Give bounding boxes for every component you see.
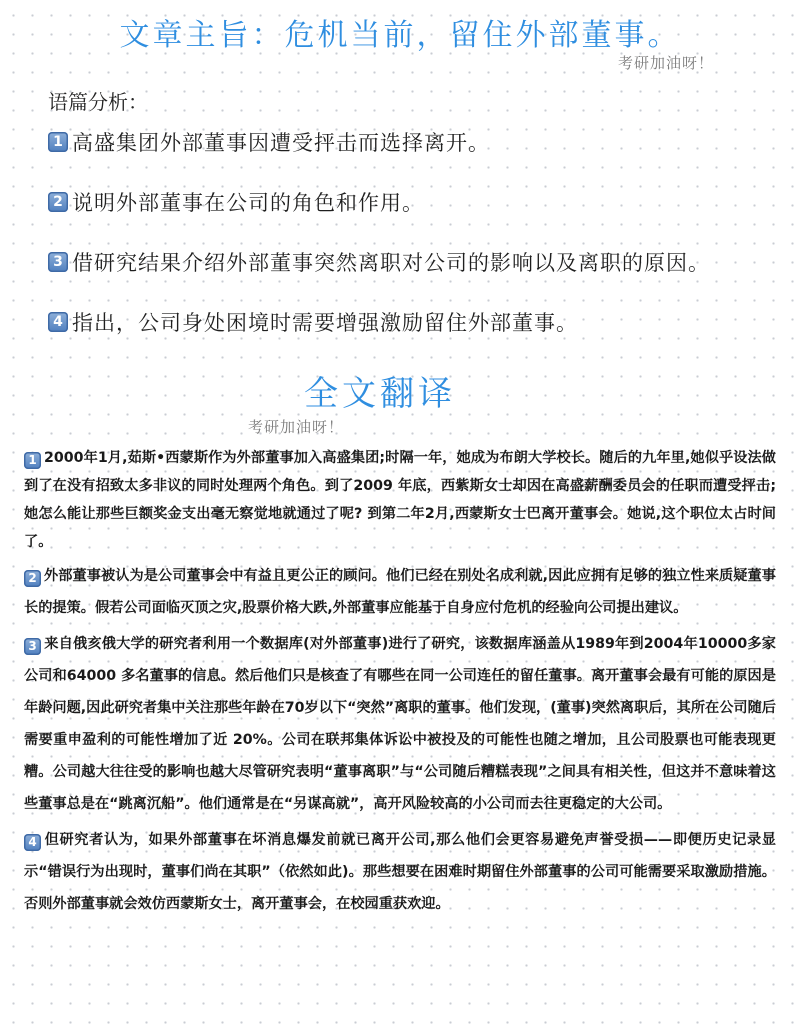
analysis-list (48, 112, 768, 352)
translation-paragraph (24, 444, 776, 556)
analysis-item-text: 高盛集团外部董事因遭受抨击而选择离开。 (72, 131, 490, 155)
page-title: 文章主旨：危机当前，留住外部董事。 (119, 18, 681, 53)
analysis-item (48, 112, 768, 172)
analysis-heading: 语篇分析： (48, 90, 148, 114)
analysis-item-text: 借研究结果介绍外部董事突然离职对公司的影响以及离职的原因。 (72, 251, 710, 275)
translation-body (24, 444, 776, 924)
number-1-icon: 1 (48, 132, 68, 152)
watermark-text: 考研加油呀！ (248, 418, 345, 436)
analysis-item (48, 292, 768, 352)
number-1-icon: 1 (24, 452, 41, 469)
paragraph-text: 2000年1月,茹斯•西蒙斯作为外部董事加入高盛集团;时隔一年，她成为布朗大学校长。随后的九年里,她似乎设法做到了在没有招致太多非议的同时处理两个角色。到了2009 年底，西紫斯女士却因在高盛薪酬委员会的任职而遭受抨击;她怎么能让那些巨额奖金支出毫无察觉地就通过了呢? 到第二年2月,西蒙斯女士巴离开董事会。她说,这个职位太占时间了。 (24, 450, 776, 550)
analysis-item-text: 说明外部董事在公司的角色和作用。 (72, 191, 424, 215)
analysis-item-text: 指出，公司身处困境时需要增强激励留住外部董事。 (72, 311, 578, 335)
number-4-icon: 4 (48, 312, 68, 332)
analysis-item (48, 232, 768, 292)
translation-paragraph (24, 824, 776, 920)
section-title: 全文翻译 (304, 374, 456, 414)
analysis-item (48, 172, 768, 232)
paragraph-text: 但研究者认为，如果外部董事在坏消息爆发前就已离开公司,那么他们会更容易避免声誉受损——即便历史记录显示“错误行为出现时，董事们尚在其职”（依然如此)。那些想要在困难时期留住外部董事的公司可能需要采取激励措施。否则外部董事就会效仿西蒙斯女士，离开董事会，在校园重获欢迎。 (24, 832, 776, 912)
number-2-icon: 2 (48, 192, 68, 212)
translation-paragraph (24, 628, 776, 820)
number-3-icon: 3 (24, 638, 41, 655)
translation-paragraph (24, 560, 776, 624)
watermark-text: 考研加油呀！ (618, 54, 715, 72)
number-2-icon: 2 (24, 570, 41, 587)
number-4-icon: 4 (24, 834, 41, 851)
number-3-icon: 3 (48, 252, 68, 272)
paragraph-text: 外部董事被认为是公司董事会中有益且更公正的顾问。他们已经在别处名成利就,因此应拥有足够的独立性来质疑董事长的提策。假若公司面临灭顶之灾,股票价格大跌,外部董事应能基于自身应付危机的经验向公司提出建议。 (24, 568, 776, 616)
paragraph-text: 来自俄亥俄大学的研究者利用一个数据库(对外部董事)进行了研究，该数据库涵盖从1989年到2004年10000多家公司和64000 多名董事的信息。然后他们只是核查了有哪些在同一公司连任的留任董事。离开董事会最有可能的原因是年龄问题,因此研究者集中关注那些年龄在70岁以下“突然”离职的董事。他们发现，(董事)突然离职后，其所在公司随后需要重申盈利的可能性增加了近 20%。公司在联邦集体诉讼中被投及的可能性也随之增加，且公司股票也可能表现更糟。公司越大往往受的影响也越大尽管研究表明“董事离职”与“公司随后糟糕表现”之间具有相关性，但这并不意味着这些董事总是在“跳离沉船”。他们通常是在“另谋高就”，高开风险较高的小公司而去往更稳定的大公司。 (24, 636, 776, 812)
